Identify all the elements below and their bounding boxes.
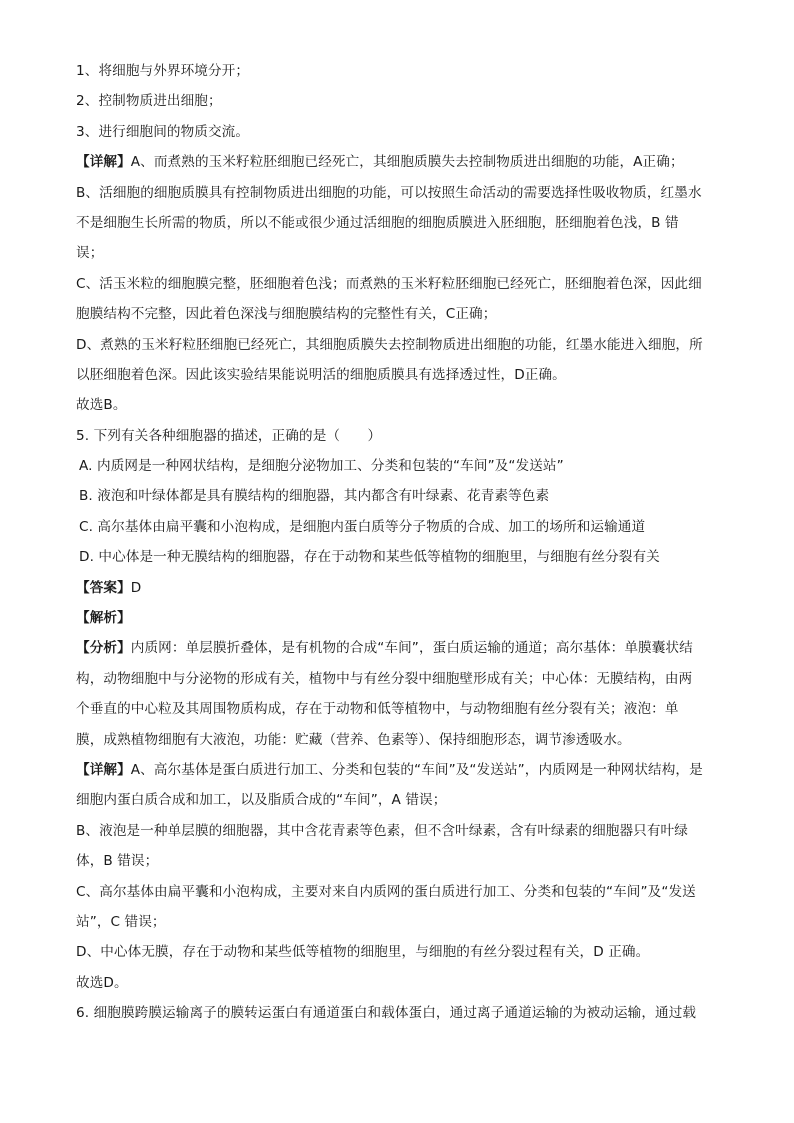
option-c [76, 512, 720, 542]
line-text: A、高尔基体是蛋白质进行加工、分类和包装的“车间”及“发送站”，内质网是一种网状结构，是 [130, 761, 703, 778]
text-line [76, 178, 720, 208]
text-line [76, 846, 720, 876]
line-text: 胞膜结构不完整，因此着色深浅与细胞膜结构的完整性有关，C正确； [76, 306, 497, 323]
line-text: D. 中心体是一种无膜结构的细胞器，存在于动物和某些低等植物的细胞里，与细胞有丝分裂有关 [79, 549, 660, 566]
line-text: A、而煮熟的玉米籽粒胚细胞已经死亡，其细胞质膜失去控制物质进出细胞的功能，A正确； [130, 154, 684, 171]
option-b [76, 481, 720, 511]
text-line [76, 147, 720, 177]
text-line [76, 694, 720, 724]
line-text: 以胚细胞着色深。因此该实验结果能说明活的细胞质膜具有选择透过性，D正确。 [76, 366, 566, 383]
line-text: 站”，C 错误； [76, 913, 166, 930]
text-line [76, 907, 720, 937]
analysis-heading [76, 603, 720, 633]
line-text: 膜，成熟植物细胞有大液泡，功能：贮藏（营养、色素等）、保持细胞形态，调节渗透吸水。 [76, 731, 631, 748]
line-text: A. 内质网是一种网状结构，是细胞分泌物加工、分类和包装的“车间”及“发送站” [79, 458, 564, 475]
section-tag: 【解析】 [76, 610, 131, 627]
line-text: 内质网：单层膜折叠体，是有机物的合成“车间”，蛋白质运输的通道；高尔基体：单膜囊状结 [130, 640, 693, 657]
text-line [76, 360, 720, 390]
text-line [76, 785, 720, 815]
line-text: 构，动物细胞中与分泌物的形成有关，植物中与有丝分裂中细胞壁形成有关；中心体：无膜结构，由两 [76, 670, 693, 687]
text-line [76, 117, 720, 147]
text-line [76, 269, 720, 299]
line-text: 体，B 错误； [76, 853, 159, 870]
answer-line [76, 573, 720, 603]
line-text: 细胞内蛋白质合成和加工，以及脂质合成的“车间”，A 错误； [76, 792, 447, 809]
line-text: B、液泡是一种单层膜的细胞器，其中含花青素等色素，但不含叶绿素，含有叶绿素的细胞器只有叶绿 [76, 822, 688, 839]
line-text: 5. 下列有关各种细胞器的描述，正确的是（ ） [76, 427, 382, 444]
line-text: D [130, 579, 142, 596]
line-text: B、活细胞的细胞质膜具有控制物质进出细胞的功能，可以按照生命活动的需要选择性吸收物质，红墨水 [76, 184, 702, 201]
line-text: C. 高尔基体由扁平囊和小泡构成，是细胞内蛋白质等分子物质的合成、加工的场所和运输通道 [79, 518, 646, 535]
text-line [76, 937, 720, 967]
line-text: C、活玉米粒的细胞膜完整，胚细胞着色浅；而煮熟的玉米籽粒胚细胞已经死亡，胚细胞着色深，因此细 [76, 275, 702, 292]
line-text: D、煮熟的玉米籽粒胚细胞已经死亡，其细胞质膜失去控制物质进出细胞的功能，红墨水能进入细胞，所 [76, 336, 703, 353]
text-line [76, 664, 720, 694]
line-text: 6. 细胞膜跨膜运输离子的膜转运蛋白有通道蛋白和载体蛋白，通过离子通道运输的为被动运输，通过载 [76, 1005, 697, 1022]
line-text: C、高尔基体由扁平囊和小泡构成，主要对来自内质网的蛋白质进行加工、分类和包装的“车间”及“发送 [76, 883, 696, 900]
text-line [76, 877, 720, 907]
line-text: B. 液泡和叶绿体都是具有膜结构的细胞器，其内都含有叶绿素、花青素等色素 [79, 488, 550, 505]
line-text: D、中心体无膜，存在于动物和某些低等植物的细胞里，与细胞的有丝分裂过程有关，D 正确。 [76, 944, 650, 961]
section-tag: 【答案】 [76, 579, 131, 596]
section-tag: 【详解】 [76, 761, 131, 778]
text-line [76, 330, 720, 360]
text-line [76, 299, 720, 329]
line-text: 3、进行细胞间的物质交流。 [76, 123, 250, 140]
line-text: 误； [76, 245, 104, 262]
section-tag: 【分析】 [76, 640, 131, 657]
section-tag: 【详解】 [76, 154, 131, 171]
document-body [76, 56, 720, 1029]
text-line [76, 208, 720, 238]
line-text: 不是细胞生长所需的物质，所以不能或很少通过活细胞的细胞质膜进入胚细胞，胚细胞着色浅，B 错 [76, 214, 679, 231]
text-line [76, 968, 720, 998]
line-text: 2、控制物质进出细胞； [76, 93, 222, 110]
option-d [76, 542, 720, 572]
line-text: 故选D。 [76, 974, 128, 991]
text-line [76, 238, 720, 268]
line-text: 故选B。 [76, 397, 127, 414]
text-line [76, 725, 720, 755]
text-line [76, 633, 720, 663]
line-text: 个垂直的中心粒及其周围物质构成，存在于动物和低等植物中，与动物细胞有丝分裂有关；液泡：单 [76, 701, 679, 718]
text-line [76, 390, 720, 420]
option-a [76, 451, 720, 481]
question-stem [76, 998, 720, 1028]
text-line [76, 56, 720, 86]
text-line [76, 816, 720, 846]
question-stem [76, 421, 720, 451]
text-line [76, 755, 720, 785]
line-text: 1、将细胞与外界环境分开； [76, 63, 250, 79]
text-line [76, 86, 720, 116]
